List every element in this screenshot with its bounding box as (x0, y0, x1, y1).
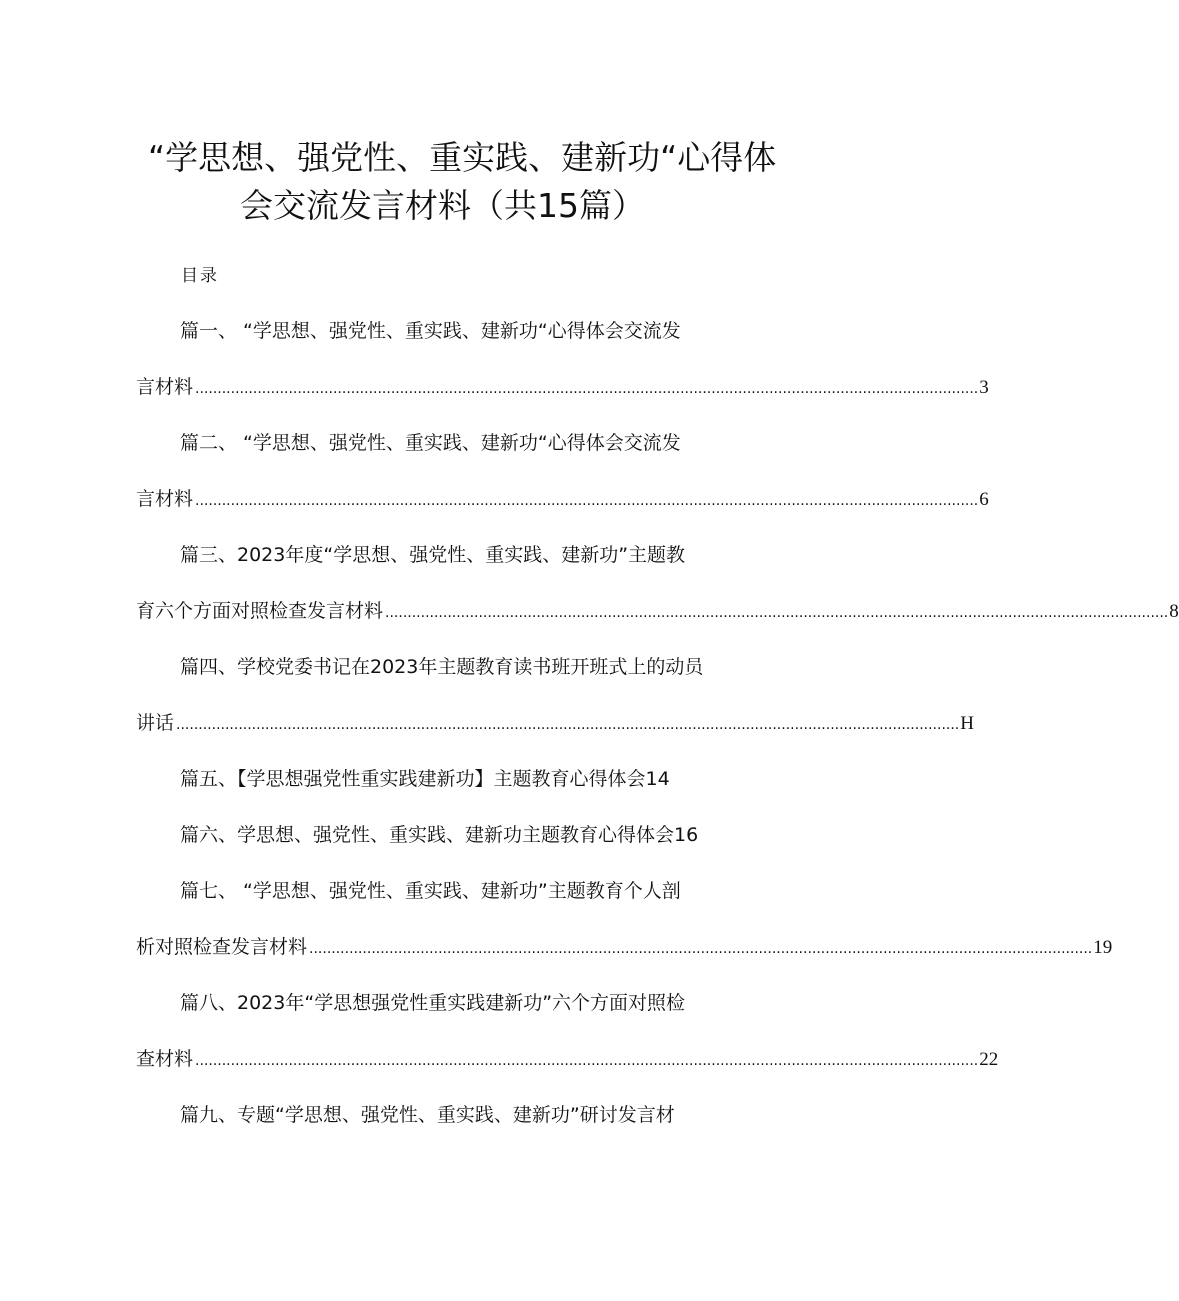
toc-entry-6[interactable]: 篇六、学思想、强党性、重实践、建新功主题教育心得体会16 (180, 824, 699, 846)
toc-entry-8-line-1[interactable]: 篇八、2023年“学思想强党性重实践建新功”六个方面对照检 (180, 992, 686, 1014)
toc-entry-1-line-2[interactable] (136, 372, 989, 404)
toc-entry-7-line-2[interactable] (136, 932, 1113, 964)
toc-entry-1-text: 言材料 (136, 376, 194, 398)
toc-entry-4-line-2[interactable] (136, 708, 974, 740)
toc-entry-9-line-1[interactable]: 篇九、专题“学思想、强党性、重实践、建新功”研讨发言材 (180, 1104, 675, 1126)
document-title-line-2: 会交流发言材料（共15篇） (240, 186, 645, 225)
toc-entry-4-text: 讲话 (136, 712, 175, 734)
toc-entry-4-line-1[interactable]: 篇四、学校党委书记在2023年主题教育读书班开班式上的动员 (180, 656, 704, 678)
toc-entry-7-text: 析对照检查发言材料 (136, 936, 308, 958)
toc-entry-3-text: 育六个方面对照检查发言材料 (136, 600, 384, 622)
document-title-line-1: “学思想、强党性、重实践、建新功“心得体 (148, 138, 777, 177)
toc-entry-2-line-2[interactable] (136, 484, 989, 516)
toc-entry-1-line-1[interactable]: 篇一、 “学思想、强党性、重实践、建新功“心得体会交流发 (180, 320, 681, 342)
toc-entry-3-line-2[interactable] (136, 596, 1179, 628)
toc-entry-2-page: 6 (979, 489, 989, 510)
toc-leader-dots: ................................................................................................................................................................................ (309, 941, 1093, 957)
toc-leader-dots: ................................................................................................................................................................................ (385, 605, 1169, 621)
toc-entry-1-page: 3 (979, 377, 989, 398)
toc-entry-2-line-1[interactable]: 篇二、 “学思想、强党性、重实践、建新功“心得体会交流发 (180, 432, 681, 454)
toc-entry-7-page: 19 (1093, 937, 1113, 958)
toc-entry-4-page: H (960, 713, 974, 734)
toc-entry-5[interactable]: 篇五、【学思想强党性重实践建新功】主题教育心得体会14 (180, 768, 670, 790)
toc-entry-3-line-1[interactable]: 篇三、2023年度“学思想、强党性、重实践、建新功”主题教 (180, 544, 686, 566)
toc-leader-dots: ................................................................................................................................................................................ (176, 717, 960, 733)
toc-entry-3-page: 8 (1169, 601, 1179, 622)
toc-entry-8-text: 查材料 (136, 1048, 194, 1070)
toc-entry-7-line-1[interactable]: 篇七、 “学思想、强党性、重实践、建新功”主题教育个人剖 (180, 880, 681, 902)
toc-heading: 目录 (181, 266, 219, 286)
toc-leader-dots: ................................................................................................................................................................................ (195, 493, 979, 509)
toc-leader-dots: ................................................................................................................................................................................ (195, 1053, 979, 1069)
toc-entry-8-line-2[interactable] (136, 1044, 999, 1076)
toc-entry-8-page: 22 (979, 1049, 999, 1070)
toc-leader-dots: ................................................................................................................................................................................ (195, 381, 979, 397)
toc-entry-2-text: 言材料 (136, 488, 194, 510)
